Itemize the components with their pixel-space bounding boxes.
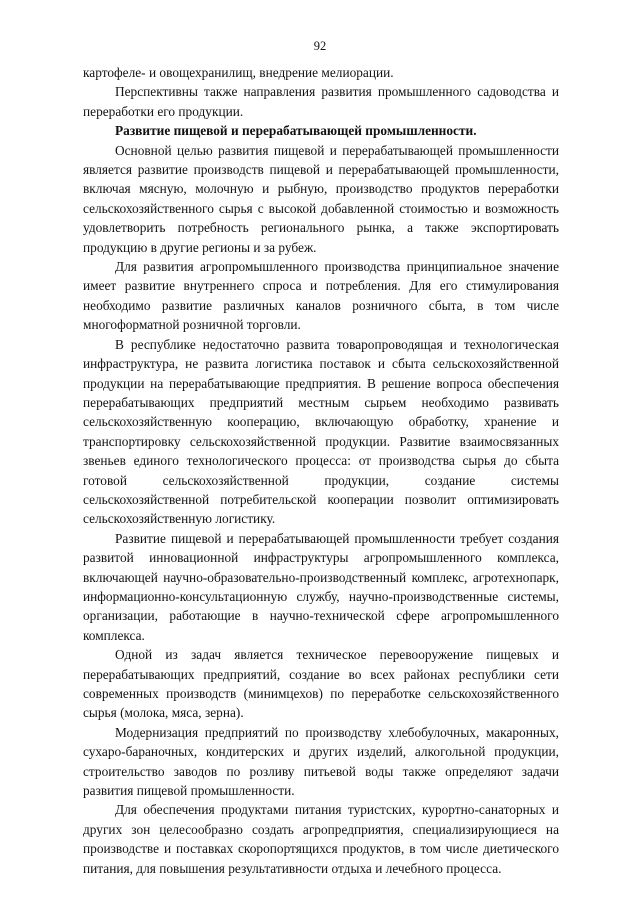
paragraph-modernization: Модернизация предприятий по производству хлебобулочных, макаронных, сухаро-бараночных, кондитерских и других изделий, алкогольной продукции, строительство заводов по розливу питьевой воды также определяют задачи развития пищевой промышленности.: [83, 724, 559, 799]
paragraph-tourism: Для обеспечения продуктами питания туристских, курортно-санаторных и других зон целесообразно создать агропредприятия, специализирующиеся на производстве и поставках скоропортящихся продуктов, в том числе диетического питания, для повышения результативности отдыха и лечебного процесса.: [83, 802, 559, 876]
document-body: [83, 63, 559, 878]
paragraph-continuation: картофеле- и овощехранилищ, внедрение мелиорации.: [83, 65, 394, 80]
paragraph-gardening: Перспективны также направления развития промышленного садоводства и переработки его продукции.: [83, 84, 559, 119]
section-heading: Развитие пищевой и перерабатывающей промышленности.: [115, 123, 477, 139]
paragraph-main-goal: Основной целью развития пищевой и перерабатывающей промышленности является развитие производств пищевой и перерабатывающей промышленности, включая мясную, молочную и рыбную, производство продуктов переработки сельскохозяйственного сырья с высокой добавленной стоимостью и возможность удовлетворить потребность регионального рынка, а также экспортировать продукцию в другие регионы и за рубеж.: [83, 142, 559, 255]
paragraph-infrastructure: В республике недостаточно развита товаропроводящая и технологическая инфраструктура, не развита логистика поставок и сбыта сельскохозяйственной продукции на перерабатывающие предприятия. В решение вопроса обеспечения перерабатывающих предприятий местным сырьем необходимо развивать сельскохозяйственную кооперацию, включающую обработку, хранение и транспортировку сельскохозяйственной продукции. Развитие взаимосвязанных звеньев единого технологического процесса: от производства сырья до сбыта готовой сельскохозяйственной продукции, создание системы сельскохозяйственной потребительской кооперации позволит оптимизировать сельскохозяйственную логистику.: [83, 336, 559, 527]
page-number: 92: [313, 39, 327, 53]
paragraph-demand: Для развития агропромышленного производства принципиальное значение имеет развитие внутреннего спроса и потребления. Для его стимулирования необходимо развитие различных каналов розничного сбыта, в том числе многоформатной розничной торговли.: [83, 259, 559, 333]
paragraph-reequipment: Одной из задач является техническое перевооружение пищевых и перерабатывающих предприятий, создание во всех районах республики сети современных производств (минимцехов) по переработке сельскохозяйственного сырья (молока, мяса, зерна).: [83, 647, 559, 721]
paragraph-innovation: Развитие пищевой и перерабатывающей промышленности требует создания развитой инновационной инфраструктуры агропромышленного комплекса, включающей научно-образовательно-производственный комплекс, агротехнопарк, информационно-консультационную службу, научно-производственные системы, организации, работающие в научно-технической сфере агропромышленного комплекса.: [83, 530, 559, 643]
